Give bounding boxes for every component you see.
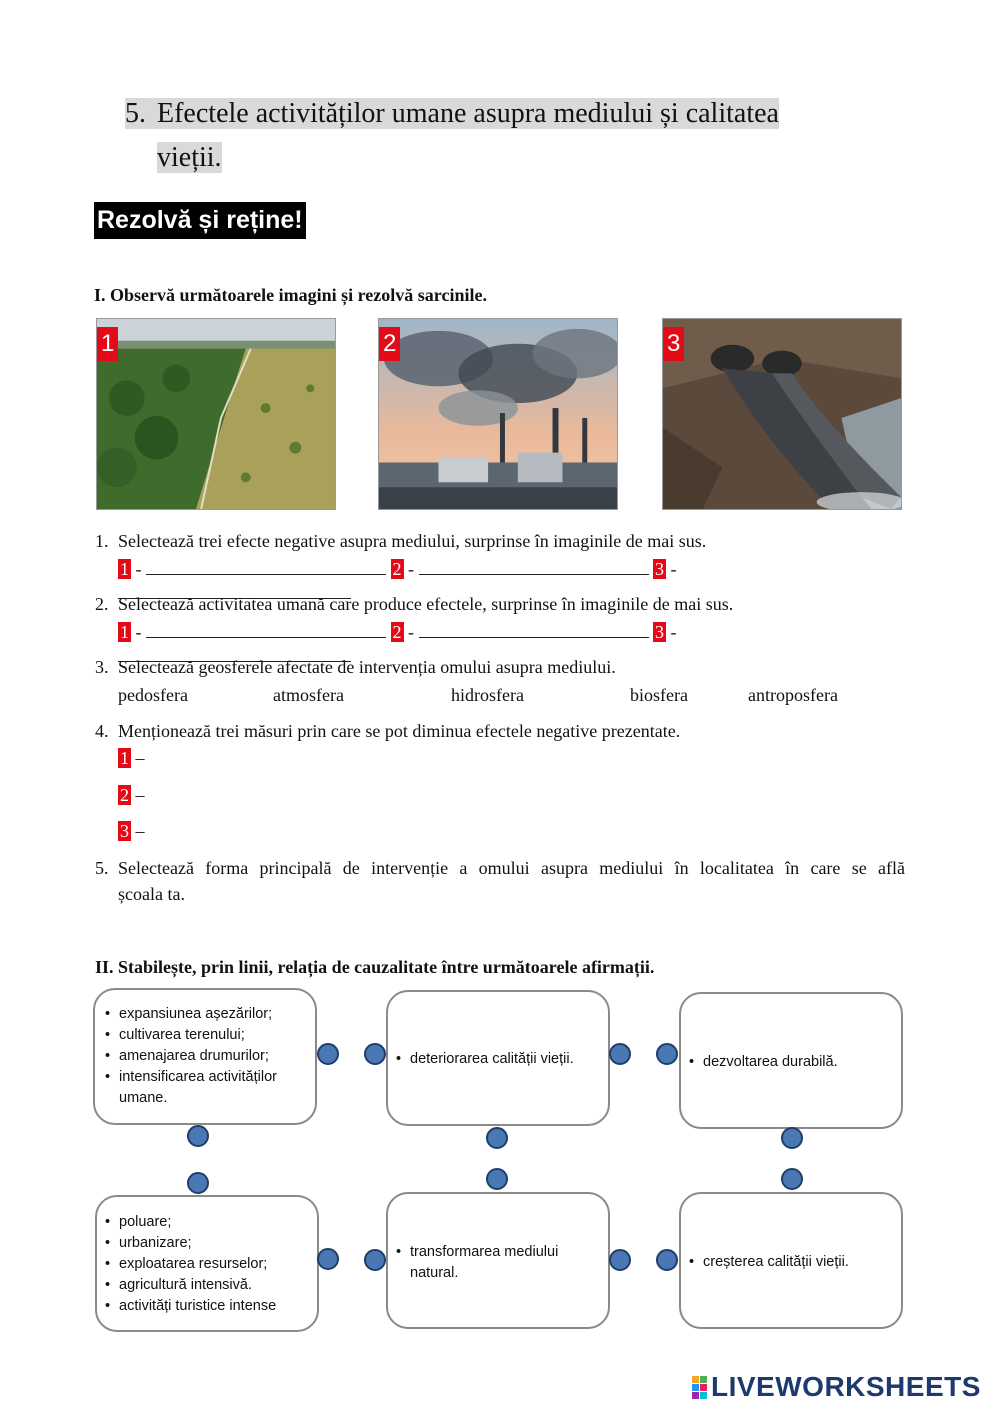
- measure-2[interactable]: 2 –: [120, 785, 145, 805]
- connector-dot[interactable]: [781, 1168, 803, 1190]
- answer-blank[interactable]: [419, 560, 649, 575]
- image-wastewater: [662, 318, 902, 510]
- connector-dot[interactable]: [781, 1127, 803, 1149]
- measure-1[interactable]: 1 –: [120, 748, 145, 768]
- connector-dot[interactable]: [609, 1249, 631, 1271]
- cause-box-top-left: • expansiunea așezărilor; • cultivarea terenului; • amenajarea drumurilor; • intensificarea activităților umane.: [93, 988, 317, 1125]
- effect-box-bottom-mid: • transformarea mediului natural.: [386, 1192, 610, 1329]
- brand-wordmark: LIVEWORKSHEETS: [711, 1371, 981, 1402]
- answer-row-2: 1 - 2 - 3 -: [118, 620, 905, 668]
- image-deforestation: [96, 318, 336, 510]
- connector-dot[interactable]: [486, 1127, 508, 1149]
- answer-blank[interactable]: [419, 623, 649, 638]
- connector-dot[interactable]: [486, 1168, 508, 1190]
- liveworksheets-logo-icon: [692, 1376, 708, 1400]
- option-atmosfera[interactable]: atmosfera: [273, 685, 344, 705]
- connector-dot[interactable]: [656, 1249, 678, 1271]
- connector-dot[interactable]: [609, 1043, 631, 1065]
- section1-title: I. Observă următoarele imagini și rezolvă sarcinile.: [94, 285, 487, 305]
- answer-row-1: 1 - 2 - 3 -: [118, 557, 905, 605]
- image-factory: [378, 318, 618, 510]
- question-5: 5. Selectează forma principală de intervenție a omului asupra mediului în localitatea în care se află școala ta.: [95, 858, 905, 904]
- page-title: [125, 92, 905, 180]
- connector-dot[interactable]: [187, 1125, 209, 1147]
- cause-box-bottom-left: • poluare; • urbanizare; • exploatarea resurselor; • agricultură intensivă. • activități turistice intense: [95, 1195, 319, 1332]
- section2-title: II. Stabilește, prin linii, relația de cauzalitate între următoarele afirmații.: [95, 957, 655, 977]
- image-tag: 2: [379, 327, 400, 361]
- option-hidrosfera[interactable]: hidrosfera: [451, 685, 524, 705]
- option-pedosfera[interactable]: pedosfera: [118, 685, 188, 705]
- connector-dot[interactable]: [317, 1043, 339, 1065]
- effect-box-top-right: • dezvoltarea durabilă.: [679, 992, 903, 1129]
- image-tag: 3: [663, 327, 684, 361]
- connector-dot[interactable]: [364, 1249, 386, 1271]
- question-3: 3. Selectează geosferele afectate de intervenția omului asupra mediului.: [95, 657, 616, 677]
- answer-blank[interactable]: [146, 560, 386, 575]
- heading-line1: Efectele activităților umane asupra mediului și calitatea: [157, 98, 779, 129]
- question-4: 4. Menționează trei măsuri prin care se pot diminua efectele negative prezentate.: [95, 721, 681, 741]
- connector-dot[interactable]: [364, 1043, 386, 1065]
- question-1: 1. Selectează trei efecte negative asupra mediului, surprinse în imaginile de mai sus.: [95, 531, 707, 551]
- answer-blank[interactable]: [146, 623, 386, 638]
- question-2: 2. Selectează activitatea umană care produce efectele, surprinse în imaginile de mai sus.: [95, 594, 734, 614]
- option-antroposfera[interactable]: antroposfera: [748, 685, 838, 705]
- connector-dot[interactable]: [317, 1248, 339, 1270]
- measure-3[interactable]: 3 –: [120, 821, 145, 841]
- image-tag: 1: [97, 327, 118, 361]
- option-biosfera[interactable]: biosfera: [630, 685, 688, 705]
- effect-box-top-mid: • deteriorarea calității vieții.: [386, 990, 610, 1126]
- effect-box-bottom-right: • creșterea calității vieții.: [679, 1192, 903, 1329]
- heading-line2: vieții.: [157, 142, 222, 173]
- connector-dot[interactable]: [187, 1172, 209, 1194]
- banner: Rezolvă și reține!: [94, 202, 306, 239]
- connector-dot[interactable]: [656, 1043, 678, 1065]
- heading-number: 5.: [125, 98, 146, 129]
